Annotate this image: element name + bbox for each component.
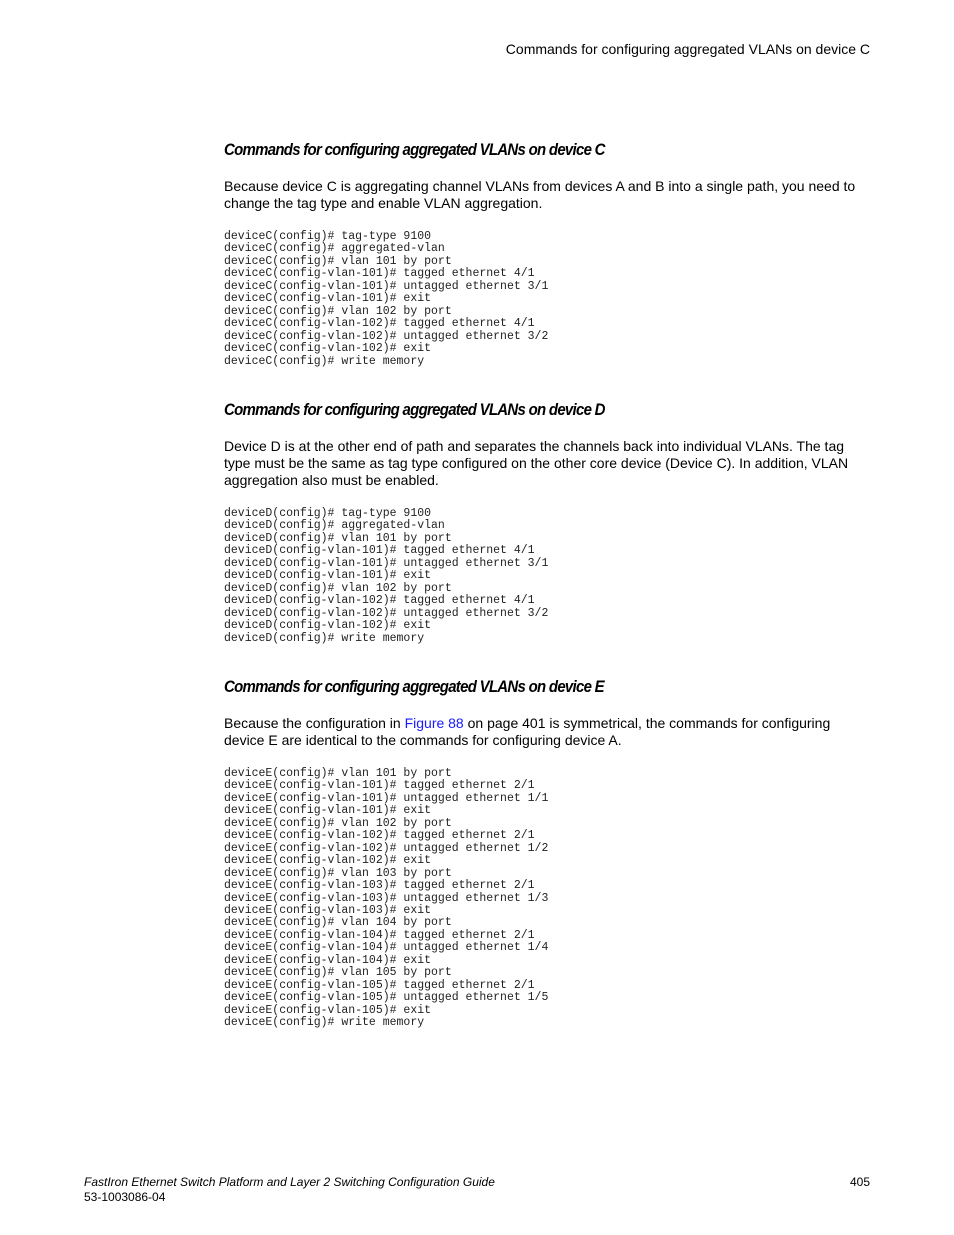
page-number: 405	[849, 1175, 870, 1189]
paragraph-device-d: Device D is at the other end of path and separates the channels back into individual VLANs. The tag type must be the same as tag type configured on the other core device (Device C). In addition, VLAN aggregation also must be enabled.	[224, 437, 849, 488]
paragraph-text: on page 401 is symmetrical, the commands for configuring device E are identical to the commands for configuring device A.	[224, 714, 831, 748]
figure-88-link[interactable]: Figure 88	[404, 714, 464, 731]
footer-guide-title: FastIron Ethernet Switch Platform and Layer 2 Switching Configuration Guide	[84, 1175, 495, 1189]
section-title-device-e: Commands for configuring aggregated VLANs on device E	[224, 676, 604, 696]
page-content	[224, 140, 864, 1029]
paragraph-device-c: Because device C is aggregating channel VLANs from devices A and B into a single path, you need to change the tag type and enable VLAN aggregation.	[224, 178, 856, 211]
running-header: Commands for configuring aggregated VLANs on device C	[505, 41, 870, 57]
footer-doc-number: 53-1003086-04	[84, 1190, 166, 1204]
footer-guide-info	[84, 1175, 495, 1205]
section-title-device-c: Commands for configuring aggregated VLANs on device C	[224, 140, 605, 159]
code-block-device-c: deviceC(config)# tag-type 9100 deviceC(config)# aggregated-vlan deviceC(config)# vlan 101 by port deviceC(config-vlan-101)# tagged ethernet 4/1 deviceC(config-vlan-101)# untagged ethernet 3/1 deviceC(config-vlan-101)# exit deviceC(config)# vlan 102 by port deviceC(config-vlan-102)# tagged ethernet 4/1 deviceC(config-vlan-102)# untagged ethernet 3/2 deviceC(config-vlan-102)# exit deviceC(config)# write memory	[224, 230, 549, 368]
section-title-device-d: Commands for configuring aggregated VLANs on device D	[224, 399, 605, 419]
code-block-device-e: deviceE(config)# vlan 101 by port deviceE(config-vlan-101)# tagged ethernet 2/1 deviceE(config-vlan-101)# untagged ethernet 1/1 deviceE(config-vlan-101)# exit deviceE(config)# vlan 102 by port deviceE(config-vlan-102)# tagged ethernet 2/1 deviceE(config-vlan-102)# untagged ethernet 1/2 deviceE(config-vlan-102)# exit deviceE(config)# vlan 103 by port deviceE(config-vlan-103)# tagged ethernet 2/1 deviceE(config-vlan-103)# untagged ethernet 1/3 deviceE(config-vlan-103)# exit deviceE(config)# vlan 104 by port deviceE(config-vlan-104)# tagged ethernet 2/1 deviceE(config-vlan-104)# untagged ethernet 1/4 deviceE(config-vlan-104)# exit deviceE(config)# vlan 105 by port deviceE(config-vlan-105)# tagged ethernet 2/1 deviceE(config-vlan-105)# untagged ethernet 1/5 deviceE(config-vlan-105)# exit deviceE(config)# write memory	[224, 766, 549, 1030]
code-block-device-d: deviceD(config)# tag-type 9100 deviceD(config)# aggregated-vlan deviceD(config)# vlan 101 by port deviceD(config-vlan-101)# tagged ethernet 4/1 deviceD(config-vlan-101)# untagged ethernet 3/1 deviceD(config-vlan-101)# exit deviceD(config)# vlan 102 by port deviceD(config-vlan-102)# tagged ethernet 4/1 deviceD(config-vlan-102)# untagged ethernet 3/2 deviceD(config-vlan-102)# exit deviceD(config)# write memory	[224, 506, 549, 645]
paragraph-device-e	[224, 715, 864, 749]
paragraph-text: Because the configuration in	[224, 714, 405, 731]
